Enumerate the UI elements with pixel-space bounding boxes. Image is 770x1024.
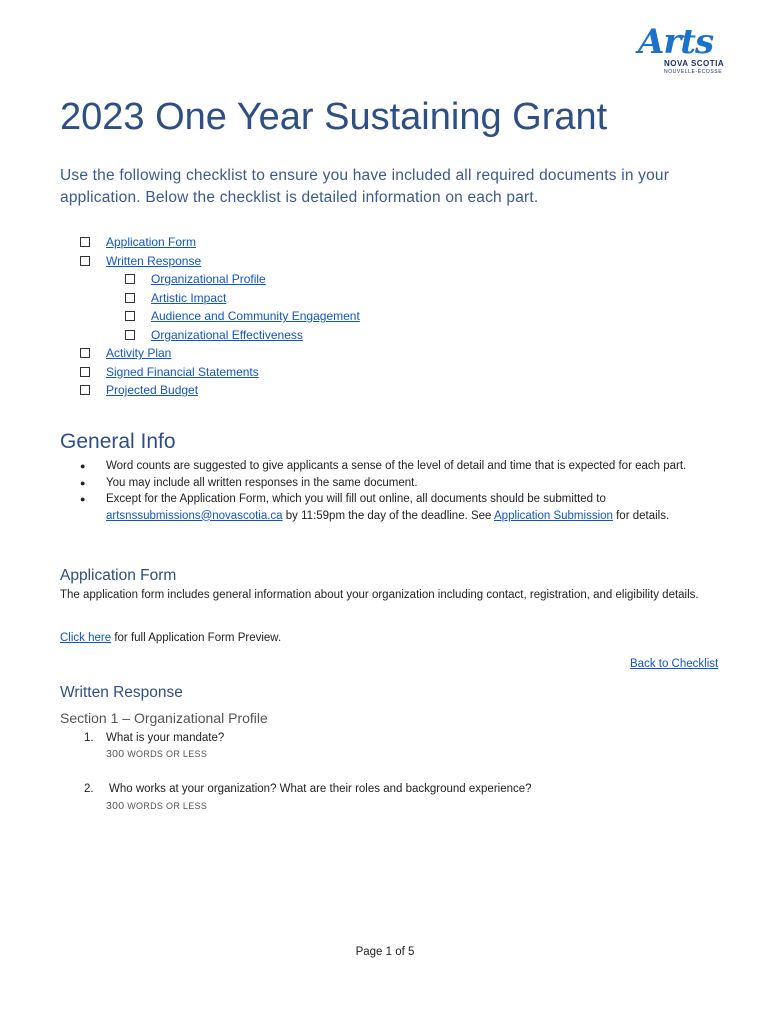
logo-script-text: Arts bbox=[638, 22, 714, 62]
question-2 bbox=[84, 781, 532, 797]
checklist-item bbox=[80, 233, 360, 252]
general-info-heading: General Info bbox=[60, 430, 176, 453]
section-1-heading: Section 1 – Organizational Profile bbox=[60, 710, 268, 726]
bullet-icon: ● bbox=[80, 461, 86, 471]
checkbox[interactable] bbox=[125, 311, 135, 321]
checklist-item bbox=[80, 381, 360, 400]
checklist-link-audience-engagement[interactable]: Audience and Community Engagement bbox=[151, 309, 360, 324]
checkbox[interactable] bbox=[80, 237, 90, 247]
checklist-link-financial-statements[interactable]: Signed Financial Statements bbox=[106, 364, 259, 379]
logo-line-1: NOVA SCOTIA bbox=[664, 59, 725, 68]
question-text: What is your mandate? bbox=[106, 732, 225, 744]
back-to-checklist-link[interactable]: Back to Checklist bbox=[630, 658, 719, 670]
checklist-subitem bbox=[80, 289, 360, 308]
checkbox[interactable] bbox=[125, 274, 135, 284]
click-here-link[interactable]: Click here bbox=[60, 632, 112, 644]
submission-email-link[interactable]: artsnssubmissions@novascotia.ca bbox=[106, 509, 283, 522]
checkbox[interactable] bbox=[80, 256, 90, 266]
intro-paragraph: Use the following checklist to ensure you have included all required documents in your application. Below the checklist is detailed information on each part. bbox=[60, 167, 670, 206]
checklist-item bbox=[80, 363, 360, 382]
word-limit bbox=[106, 748, 207, 760]
checklist-item bbox=[80, 344, 360, 363]
list-item bbox=[80, 458, 700, 475]
checklist-link-application-form[interactable]: Application Form bbox=[106, 235, 197, 250]
application-submission-link[interactable]: Application Submission bbox=[494, 509, 613, 522]
checklist bbox=[80, 233, 360, 400]
checklist-link-organizational-effectiveness[interactable]: Organizational Effectiveness bbox=[151, 327, 303, 342]
bullet-text: You may include all written responses in the same document. bbox=[106, 476, 418, 489]
checklist-link-written-response[interactable]: Written Response bbox=[106, 253, 202, 268]
checklist-subitem bbox=[80, 326, 360, 345]
question-number: 1. bbox=[84, 732, 94, 744]
checklist-link-activity-plan[interactable]: Activity Plan bbox=[106, 346, 172, 361]
list-item bbox=[80, 491, 700, 524]
bullet-text bbox=[106, 491, 669, 524]
bullet-text-end: for details. bbox=[612, 509, 670, 522]
word-limit bbox=[106, 800, 207, 812]
written-response-heading: Written Response bbox=[60, 684, 183, 701]
bullet-text: Word counts are suggested to give applicants a sense of the level of detail and time that is expected for each part. bbox=[106, 460, 687, 472]
bullet-text-start: Except for the Application Form, which you will fill out online, all documents should be submitted to bbox=[106, 493, 606, 505]
checkbox[interactable] bbox=[80, 348, 90, 358]
checklist-subitem bbox=[80, 270, 360, 289]
preview-line bbox=[60, 630, 281, 647]
arts-nova-scotia-logo bbox=[638, 22, 734, 76]
word-limit-text: WORDS OR LESS bbox=[127, 801, 208, 811]
question-number: 2. bbox=[84, 783, 94, 795]
question-1 bbox=[84, 730, 225, 746]
checklist-subitem bbox=[80, 307, 360, 326]
question-text: Who works at your organization? What are their roles and background experience? bbox=[109, 783, 532, 795]
page-title: 2023 One Year Sustaining Grant bbox=[60, 96, 608, 138]
word-limit-text: WORDS OR LESS bbox=[127, 749, 208, 759]
bullet-icon: ● bbox=[80, 494, 86, 504]
general-info-list bbox=[80, 458, 700, 524]
checkbox[interactable] bbox=[125, 293, 135, 303]
application-form-body: The application form includes general information about your organization including contact, registration, and eligibility details. bbox=[60, 589, 699, 601]
page-footer: Page 1 of 5 bbox=[355, 946, 415, 958]
checklist-item bbox=[80, 252, 360, 271]
checklist-link-artistic-impact[interactable]: Artistic Impact bbox=[151, 290, 227, 305]
bullet-icon: ● bbox=[80, 477, 86, 488]
application-form-heading: Application Form bbox=[60, 567, 177, 584]
preview-line-text: for full Application Form Preview. bbox=[111, 632, 282, 644]
back-to-checklist-wrap bbox=[630, 656, 718, 673]
checklist-link-organizational-profile[interactable]: Organizational Profile bbox=[151, 272, 266, 287]
checkbox[interactable] bbox=[125, 330, 135, 340]
bullet-text-middle: by 11:59pm the day of the deadline. See bbox=[282, 509, 495, 522]
word-limit-number: 300 bbox=[106, 800, 125, 812]
checkbox[interactable] bbox=[80, 385, 90, 395]
list-item bbox=[80, 475, 700, 492]
checklist-link-projected-budget[interactable]: Projected Budget bbox=[106, 383, 199, 398]
checkbox[interactable] bbox=[80, 367, 90, 377]
word-limit-number: 300 bbox=[106, 748, 125, 760]
logo-line-2: NOUVELLE-ÉCOSSE bbox=[664, 69, 723, 75]
